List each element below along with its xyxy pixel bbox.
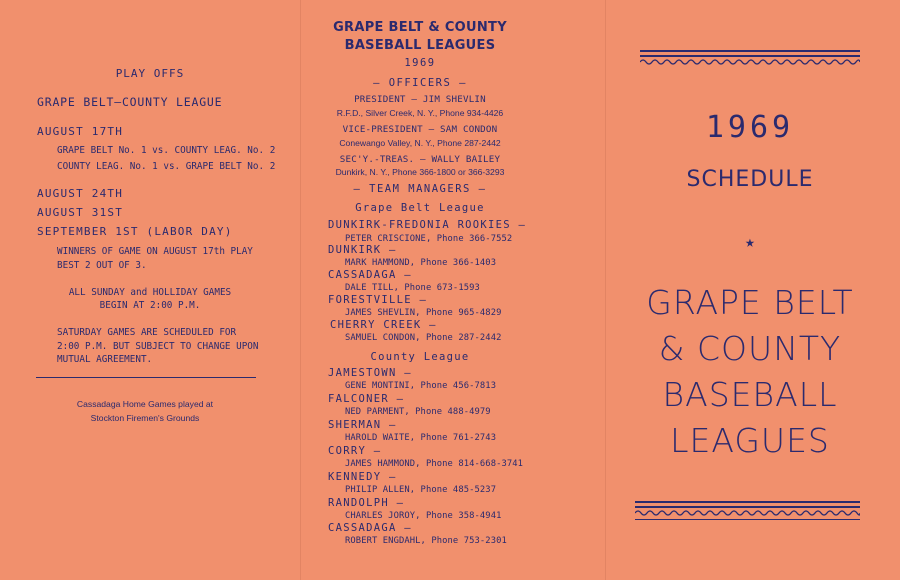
saturday-line-2: 2:00 P.M. BUT SUBJECT TO CHANGE UPON [57, 341, 259, 352]
team-manager: PETER CRISCIONE, Phone 366-7552 [345, 234, 513, 244]
team-name: JAMESTOWN — [328, 367, 412, 379]
game-2: COUNTY LEAG. No. 1 vs. GRAPE BELT No. 2 [57, 161, 276, 172]
team-manager: GENE MONTINI, Phone 456-7813 [345, 381, 497, 391]
winners-line-2: BEST 2 OUT OF 3. [57, 260, 147, 271]
cover-panel [605, 0, 900, 580]
saturday-line-1: SATURDAY GAMES ARE SCHEDULED FOR [57, 327, 237, 338]
team-manager: HAROLD WAITE, Phone 761-2743 [345, 433, 497, 443]
team-name: CASSADAGA — [328, 522, 412, 534]
sunday-line-2: BEGIN AT 2:00 P.M. [99, 300, 201, 311]
divider [36, 377, 256, 378]
team-manager: NED PARMENT, Phone 488-4979 [345, 407, 491, 417]
game-1: GRAPE BELT No. 1 vs. COUNTY LEAG. No. 2 [57, 145, 276, 156]
date-aug24: AUGUST 24TH [37, 187, 124, 200]
playoffs-panel [0, 0, 300, 580]
top-rule-2 [640, 55, 860, 57]
playoffs-league: GRAPE BELT—COUNTY LEAGUE [37, 95, 223, 109]
president-detail: R.F.D., Silver Creek, N. Y., Phone 934-4426 [336, 108, 504, 118]
cover-title-3: BASEBALL [662, 375, 838, 414]
home-games-line-2: Stockton Firemen's Grounds [90, 413, 200, 423]
cover-year: 1969 [705, 110, 795, 145]
bottom-rule-1 [635, 501, 860, 503]
team-name: DUNKIRK-FREDONIA ROOKIES — [328, 219, 527, 231]
team-name: CORRY — [328, 445, 382, 457]
team-name: FALCONER — [328, 393, 405, 405]
bottom-rule-3 [635, 519, 860, 520]
team-name: CHERRY CREEK — [330, 319, 437, 331]
mid-title-2: BASEBALL LEAGUES [344, 38, 496, 53]
home-games-line-1: Cassadaga Home Games played at [76, 399, 214, 409]
bottom-rule-2 [635, 506, 860, 508]
officers-panel [300, 0, 605, 580]
team-manager: DALE TILL, Phone 673-1593 [345, 283, 480, 293]
team-manager: SAMUEL CONDON, Phone 287-2442 [345, 333, 502, 343]
secretary-detail: Dunkirk, N. Y., Phone 366-1800 or 366-3293 [335, 167, 505, 177]
president: PRESIDENT — JIM SHEVLIN [354, 94, 486, 105]
cover-title-1: GRAPE BELT [646, 283, 854, 322]
secretary: SEC'Y.-TREAS. — WALLY BAILEY [339, 154, 501, 165]
cover-title-2: & COUNTY [658, 329, 842, 368]
cover-title-4: LEAGUES [670, 421, 830, 460]
vice-president: VICE-PRESIDENT — SAM CONDON [342, 124, 498, 135]
team-name: RANDOLPH — [328, 497, 405, 509]
county-league-heading: County League [370, 351, 470, 363]
team-name: SHERMAN — [328, 419, 397, 431]
grape-belt-heading: Grape Belt League [355, 202, 485, 214]
team-manager: MARK HAMMOND, Phone 366-1403 [345, 258, 497, 268]
cover-schedule: SCHEDULE [686, 167, 814, 192]
team-manager: PHILIP ALLEN, Phone 485-5237 [345, 485, 497, 495]
team-name: DUNKIRK — [328, 244, 397, 256]
top-wave [640, 58, 860, 66]
date-sep1: SEPTEMBER 1ST (LABOR DAY) [37, 225, 233, 238]
team-name: FORESTVILLE — [328, 294, 428, 306]
team-manager: CHARLES JOROY, Phone 358-4941 [345, 511, 502, 521]
date-aug31: AUGUST 31ST [37, 206, 124, 219]
mid-year: 1969 [404, 57, 436, 69]
vice-president-detail: Conewango Valley, N. Y., Phone 287-2442 [339, 138, 501, 148]
team-manager: JAMES SHEVLIN, Phone 965-4829 [345, 308, 502, 318]
date-aug17: AUGUST 17TH [37, 125, 124, 138]
team-name: KENNEDY — [328, 471, 397, 483]
managers-heading: — TEAM MANAGERS — [353, 183, 487, 195]
bottom-wave [635, 509, 860, 517]
team-manager: JAMES HAMMOND, Phone 814-668-3741 [345, 459, 524, 469]
winners-line-1: WINNERS OF GAME ON AUGUST 17th PLAY [57, 246, 253, 257]
playoffs-heading: PLAY OFFS [115, 67, 185, 80]
mid-title-1: GRAPE BELT & COUNTY [333, 20, 507, 35]
top-rule-1 [640, 50, 860, 52]
sunday-line-1: ALL SUNDAY and HOLLIDAY GAMES [68, 287, 232, 298]
saturday-line-3: MUTUAL AGREEMENT. [57, 354, 153, 365]
officers-heading: — OFFICERS — [373, 77, 467, 89]
star-icon: ★ [745, 232, 755, 251]
team-name: CASSADAGA — [328, 269, 412, 281]
team-manager: ROBERT ENGDAHL, Phone 753-2301 [345, 536, 507, 546]
